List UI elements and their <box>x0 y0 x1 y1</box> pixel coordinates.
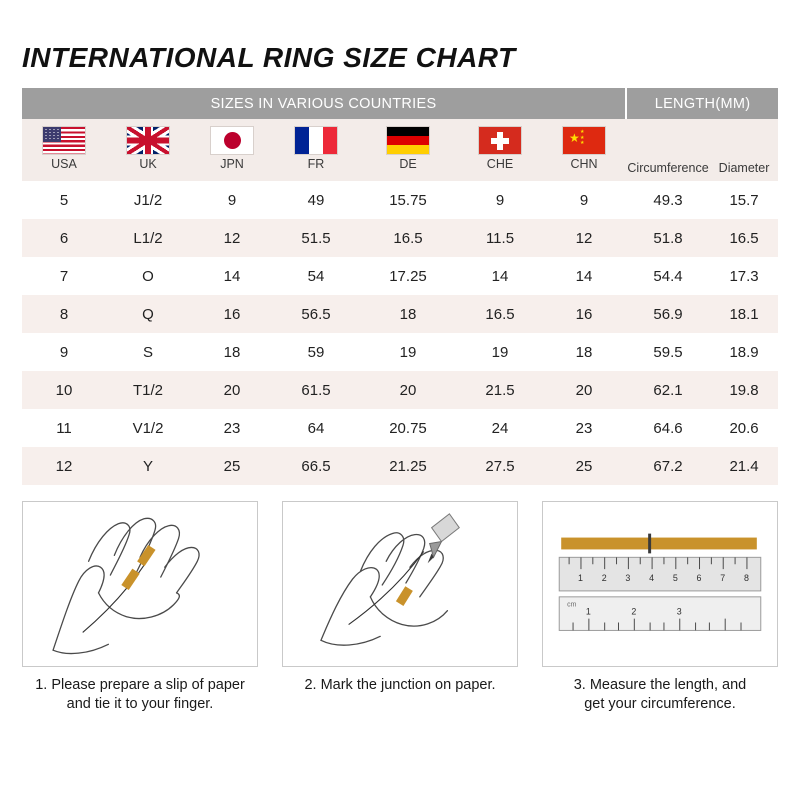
cell-de: 21.25 <box>358 447 458 485</box>
cell-chn: 14 <box>542 257 626 295</box>
svg-text:4: 4 <box>649 573 655 584</box>
page-title: INTERNATIONAL RING SIZE CHART <box>22 42 516 73</box>
cell-de: 20 <box>358 371 458 409</box>
svg-text:5: 5 <box>672 573 678 584</box>
cell-diameter: 21.4 <box>710 447 778 485</box>
column-code-jpn: JPN <box>220 157 244 171</box>
cell-diameter: 16.5 <box>710 219 778 257</box>
cell-uk: J1/2 <box>106 181 190 219</box>
group-header-countries: SIZES IN VARIOUS COUNTRIES <box>22 88 626 119</box>
group-header-length: LENGTH(MM) <box>626 88 778 119</box>
svg-text:1: 1 <box>578 573 583 584</box>
hand-marking-paper-with-pen-illustration <box>282 501 518 667</box>
cell-che: 27.5 <box>458 447 542 485</box>
cell-fr: 51.5 <box>274 219 358 257</box>
cell-jpn: 18 <box>190 333 274 371</box>
cell-usa: 10 <box>22 371 106 409</box>
cell-circumference: 62.1 <box>626 371 710 409</box>
step-3-caption: 3. Measure the length, and get your circumference. <box>573 677 747 712</box>
flag-uk-icon <box>126 126 170 155</box>
step-1-caption: 1. Please prepare a slip of paper and tie it to your finger. <box>35 677 245 712</box>
cell-diameter: 19.8 <box>710 371 778 409</box>
cell-che: 14 <box>458 257 542 295</box>
column-code-usa: USA <box>51 157 77 171</box>
cell-jpn: 12 <box>190 219 274 257</box>
step-2 <box>282 501 518 714</box>
cell-circumference: 59.5 <box>626 333 710 371</box>
cell-usa: 12 <box>22 447 106 485</box>
column-code-fr: FR <box>307 157 325 171</box>
flag-japan-icon <box>210 126 254 155</box>
cell-uk: Y <box>106 447 190 485</box>
cell-diameter: 18.9 <box>710 333 778 371</box>
cell-usa: 9 <box>22 333 106 371</box>
cell-usa: 8 <box>22 295 106 333</box>
cell-circumference: 49.3 <box>626 181 710 219</box>
cell-fr: 64 <box>274 409 358 447</box>
cell-fr: 66.5 <box>274 447 358 485</box>
svg-text:2: 2 <box>631 606 637 617</box>
cell-diameter: 20.6 <box>710 409 778 447</box>
svg-text:3: 3 <box>676 606 682 617</box>
ruler-measuring-paper-strip-illustration <box>542 501 778 667</box>
cell-che: 24 <box>458 409 542 447</box>
cell-jpn: 20 <box>190 371 274 409</box>
cell-diameter: 17.3 <box>710 257 778 295</box>
flag-china-icon: ★ ★ ★ ★ <box>562 126 606 155</box>
cell-de: 19 <box>358 333 458 371</box>
cell-usa: 11 <box>22 409 106 447</box>
table-row <box>22 219 778 257</box>
cell-jpn: 16 <box>190 295 274 333</box>
svg-text:7: 7 <box>720 573 726 584</box>
flag-germany-icon <box>386 126 430 155</box>
cell-chn: 18 <box>542 333 626 371</box>
svg-text:cm: cm <box>567 601 577 609</box>
cell-circumference: 56.9 <box>626 295 710 333</box>
cell-chn: 9 <box>542 181 626 219</box>
cell-che: 21.5 <box>458 371 542 409</box>
cell-chn: 23 <box>542 409 626 447</box>
svg-text:3: 3 <box>625 573 631 584</box>
cell-diameter: 15.7 <box>710 181 778 219</box>
cell-jpn: 14 <box>190 257 274 295</box>
measurement-steps <box>22 501 778 714</box>
step-3 <box>542 501 778 714</box>
cell-che: 16.5 <box>458 295 542 333</box>
cell-fr: 56.5 <box>274 295 358 333</box>
cell-che: 11.5 <box>458 219 542 257</box>
cell-fr: 59 <box>274 333 358 371</box>
cell-fr: 49 <box>274 181 358 219</box>
step-2-caption: 2. Mark the junction on paper. <box>304 677 496 693</box>
cell-usa: 7 <box>22 257 106 295</box>
flag-switzerland-icon <box>478 126 522 155</box>
column-header-che <box>458 119 542 181</box>
cell-usa: 6 <box>22 219 106 257</box>
hand-with-paper-strip-illustration <box>22 501 258 667</box>
cell-uk: S <box>106 333 190 371</box>
table-row <box>22 409 778 447</box>
cell-uk: V1/2 <box>106 409 190 447</box>
ring-size-table <box>22 88 778 485</box>
column-code-che: CHE <box>486 157 514 171</box>
table-row <box>22 333 778 371</box>
table-row <box>22 295 778 333</box>
cell-che: 9 <box>458 181 542 219</box>
cell-chn: 16 <box>542 295 626 333</box>
cell-circumference: 51.8 <box>626 219 710 257</box>
flag-usa-icon <box>42 126 86 155</box>
cell-uk: O <box>106 257 190 295</box>
svg-text:1: 1 <box>585 606 591 617</box>
table-column-header-row <box>22 119 778 181</box>
svg-text:8: 8 <box>743 573 749 584</box>
column-header-uk <box>106 119 190 181</box>
column-code-uk: UK <box>139 157 157 171</box>
cell-uk: T1/2 <box>106 371 190 409</box>
cell-chn: 25 <box>542 447 626 485</box>
cell-diameter: 18.1 <box>710 295 778 333</box>
svg-text:2: 2 <box>601 573 607 584</box>
column-header-jpn <box>190 119 274 181</box>
cell-chn: 20 <box>542 371 626 409</box>
cell-jpn: 9 <box>190 181 274 219</box>
cell-fr: 54 <box>274 257 358 295</box>
cell-circumference: 64.6 <box>626 409 710 447</box>
table-row <box>22 447 778 485</box>
cell-uk: L1/2 <box>106 219 190 257</box>
cell-circumference: 54.4 <box>626 257 710 295</box>
column-header-diameter: Diameter <box>710 119 778 181</box>
cell-de: 16.5 <box>358 219 458 257</box>
flag-france-icon <box>294 126 338 155</box>
cell-de: 15.75 <box>358 181 458 219</box>
column-header-circumference: Circumference <box>626 119 710 181</box>
cell-fr: 61.5 <box>274 371 358 409</box>
cell-usa: 5 <box>22 181 106 219</box>
column-header-usa <box>22 119 106 181</box>
table-row <box>22 181 778 219</box>
cell-uk: Q <box>106 295 190 333</box>
step-1 <box>22 501 258 714</box>
cell-jpn: 25 <box>190 447 274 485</box>
column-header-fr <box>274 119 358 181</box>
svg-text:6: 6 <box>696 573 702 584</box>
column-header-chn <box>542 119 626 181</box>
cell-che: 19 <box>458 333 542 371</box>
column-code-chn: CHN <box>570 157 598 171</box>
cell-de: 18 <box>358 295 458 333</box>
table-row <box>22 257 778 295</box>
table-group-header-row <box>22 88 778 119</box>
column-code-de: DE <box>399 157 417 171</box>
cell-de: 17.25 <box>358 257 458 295</box>
table-row <box>22 371 778 409</box>
cell-chn: 12 <box>542 219 626 257</box>
cell-jpn: 23 <box>190 409 274 447</box>
column-header-de <box>358 119 458 181</box>
cell-circumference: 67.2 <box>626 447 710 485</box>
cell-de: 20.75 <box>358 409 458 447</box>
